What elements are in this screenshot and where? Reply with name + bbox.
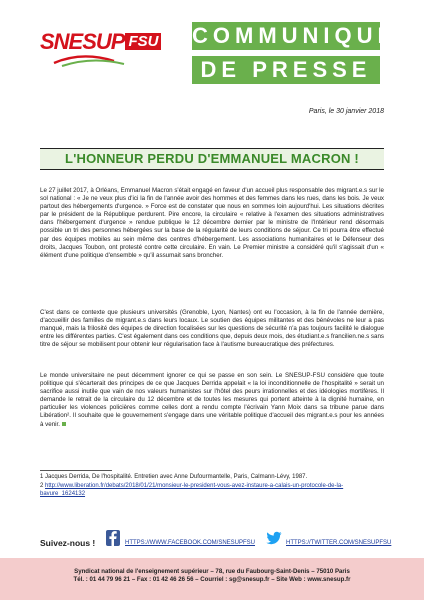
page-title: L'HONNEUR PERDU D'EMMANUEL MACRON !	[65, 151, 359, 166]
logo-fsu-badge: FSU	[125, 33, 161, 50]
banner-de-presse: DE PRESSE	[192, 56, 380, 84]
twitter-icon[interactable]	[266, 531, 282, 545]
footnote-divider	[40, 470, 112, 471]
footer	[0, 558, 424, 600]
banner-communique: COMMUNIQUÉ	[192, 23, 398, 48]
footer-contact: Tél. : 01 44 79 96 21 – Fax : 01 42 46 26 56 – Courriel : sg@snesup.fr – Site Web : www.snesup.fr	[73, 576, 351, 583]
follow-us-label: Suivez-nous !	[40, 538, 96, 548]
logo-snesup-text: SNESUP	[40, 29, 125, 54]
title-bar	[40, 148, 384, 170]
press-date: Paris, le 30 janvier 2018	[308, 108, 384, 115]
paragraph-2: C'est dans ce contexte que plusieurs universités (Grenoble, Lyon, Nantes) ont eu l'occasion, à la fin de l'année dernière, d'accueillir des familles de migrant.e.s dans leurs locaux. Le soutien des équipes militantes et des bénévoles ne leur a pas manqué, mais la frilosité des équipes de direction focalisées sur les questions de sécurité n'a pas toujours facilité le dialogue entre les différentes parties. C'est également dans ces conditions que, depuis deux mois, des étudiant.e.s francilien.ne.s sans titre de séjour se mobilisent pour obtenir leur régularisation face à l'autisme bureaucratique des préfectures.	[40, 309, 384, 349]
footnote-2-marker: 2	[40, 483, 46, 489]
paragraph-1: Le 27 juillet 2017, à Orléans, Emmanuel Macron s'était engagé en faveur d'un accueil plus responsable des migrant.e.s sur le sol national : « Je ne veux plus d'ici la fin de l'année avoir des hommes et des femmes dans les rues, dans les bois. Je veux partout des hébergements d'urgence. » Force est de constater que nous en sommes loin aujourd'hui. Les situations décrites par le président de la République perdurent. Pire encore, la circulaire « relative à l'examen des situations administratives dans l'hébergement d'urgence » rendue publique le 12 décembre dernier par le ministre de l'Intérieur rend désormais possible un tri des personnes hébergées sur la base de la régularité de leurs conditions de séjour. Ce tri pourra être effectué par des équipes mobiles au sein même des centres d'hébergement. Les associations humanitaires et le Défenseur des droits, Jacques Toubon, ont protesté contre cette circulaire. En vain. Le Premier ministre a considéré qu'il s'agissait d'un « élément d'une politique d'ensemble » qu'il assumait sans broncher.	[40, 187, 384, 259]
snesup-fsu-logo	[40, 27, 159, 71]
logo-swoosh-icon	[52, 53, 142, 67]
end-square-icon	[62, 422, 66, 426]
footnote-1: 1 Jacques Derrida, De l'hospitalité. Entretien avec Anne Dufourmantelle, Paris, Calmann-Lévy, 1987.	[40, 474, 308, 480]
twitter-link[interactable]: HTTPS://TWITTER.COM/SNESUPFSU	[286, 540, 392, 546]
footnote-2	[40, 482, 384, 498]
facebook-icon[interactable]	[106, 530, 120, 546]
paragraph-3	[40, 372, 384, 429]
footer-address: Syndicat national de l'enseignement supérieur – 78, rue du Faubourg-Saint-Denis – 75010 Paris	[74, 568, 350, 575]
facebook-glyph-icon	[106, 530, 120, 546]
footnote-2-link[interactable]: http://www.liberation.fr/debats/2018/01/21/monsieur-le-president-vous-avez-instaure-a-calais-un-protocole-de-la-bavure_1624132	[40, 483, 344, 497]
facebook-link[interactable]: HTTPS://WWW.FACEBOOK.COM/SNESUPFSU	[125, 540, 256, 546]
paragraph-3-text: Le monde universitaire ne peut décemment ignorer ce qui se passe en son sein. Le SNESUP-FSU considère que toute politique qui s'écarterait des principes de ce que Jacques Derrida appelait « la loi inconditionnelle de l'hospitalité » serait un sacrifice aussi inutile que vain de nos valeurs humanistes sur l'hôtel des peurs irrationnelles et des idéologies mortifères. Il demande le retrait de la circulaire du 12 décembre et de toutes les mesures qui portent atteinte à la dignité humaine, en particulier les violences policières comme celles dont a rendu compte l'écrivain Yann Moix dans sa tribune parue dans Libération². Il souhaite que le gouvernement s'engage dans une véritable politique d'accueil des migrant.e.s pour les années à venir.	[40, 372, 384, 428]
